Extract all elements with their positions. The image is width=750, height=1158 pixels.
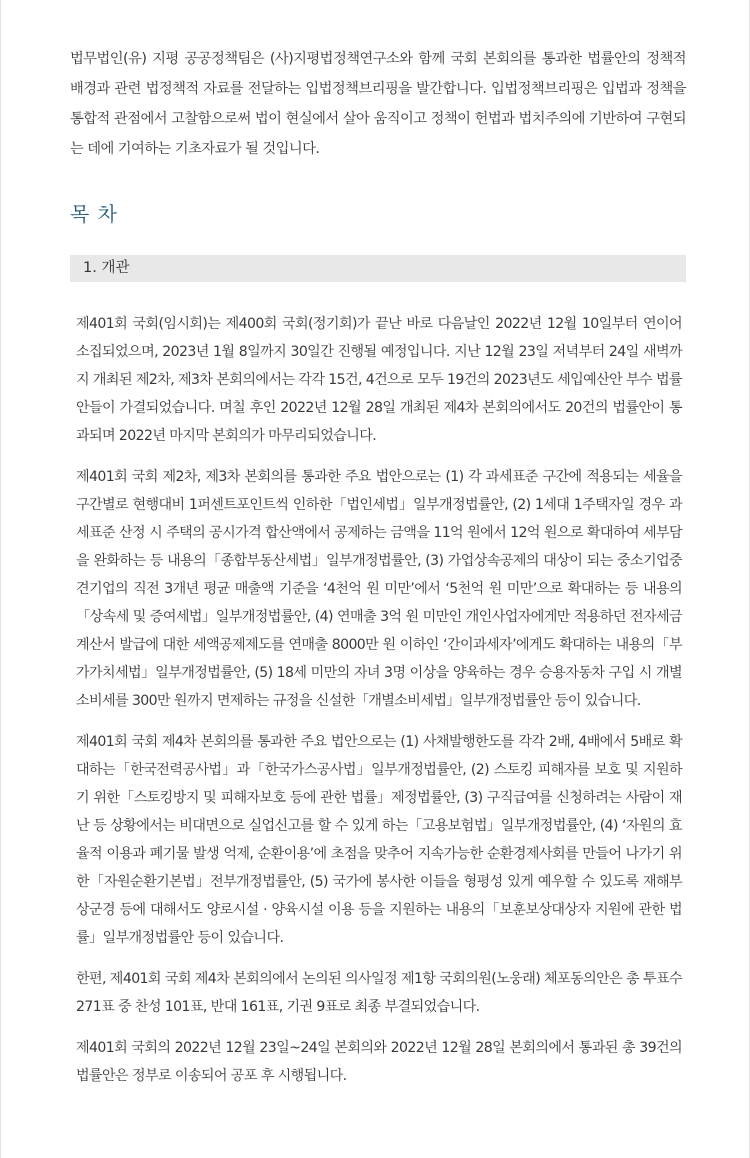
section-heading-overview: 1. 개관 (70, 255, 686, 282)
body-paragraph-4: 한편, 제401회 국회 제4차 본회의에서 논의된 의사일정 제1항 국회의원(노웅래) 체포동의안은 총 투표수 271표 중 찬성 101표, 반대 161표, 기권 9표로 최종 부결되었습니다. (76, 971, 682, 1015)
intro-paragraph: 법무법인(유) 지평 공공정책팀은 (사)지평법정책연구소와 함께 국회 본회의를 통과한 법률안의 정책적 배경과 관련 법정책적 자료를 전달하는 입법정책브리핑을 발간합니다. 입법정책브리핑은 입법과 정책을 통합적 관점에서 고찰함으로써 법이 현실에서 살아 움직이고 정책이 헌법과 법치주의에 기반하여 구현되는 데에 기여하는 기초자료가 될 것입니다. (70, 51, 686, 157)
toc-title: 목 차 (70, 202, 118, 226)
body-paragraph-2: 제401회 국회 제2차, 제3차 본회의를 통과한 주요 법안으로는 (1) 각 과세표준 구간에 적용되는 세율을 구간별로 현행대비 1퍼센트포인트씩 인하한「법인세법」일부개정법률안, (2) 1세대 1주택자일 경우 과세표준 산정 시 주택의 공시가격 합산액에서 공제하는 금액을 11억 원에서 12억 원으로 확대하여 세부담을 완화하는 등 내용의「종합부동산세법」일부개정법률안, (3) 가업상속공제의 대상이 되는 중소기업중견기업의 직전 3개년 평균 매출액 기준을 ‘4천억 원 미만’에서 ‘5천억 원 미만’으로 확대하는 등 내용의「상속세 및 증여세법」일부개정법률안, (4) 연매출 3억 원 미만인 개인사업자에게만 적용하던 전자세금계산서 발급에 대한 세액공제제도를 연매출 8000만 원 이하인 ‘간이과세자’에게도 확대하는 내용의「부가가치세법」일부개정법률안, (5) 18세 미만의 자녀 3명 이상을 양육하는 경우 승용자동차 구입 시 개별소비세를 300만 원까지 면제하는 규정을 신설한「개별소비세법」일부개정법률안 등이 있습니다. (76, 469, 682, 709)
body-paragraph-1: 제401회 국회(임시회)는 제400회 국회(정기회)가 끝난 바로 다음날인 2022년 12월 10일부터 연이어 소집되었으며, 2023년 1월 8일까지 30일간 진행될 예정입니다. 지난 12월 23일 저녁부터 24일 새벽까지 개최된 제2차, 제3차 본회의에서는 각각 15건, 4건으로 모두 19건의 2023년도 세입예산안 부수 법률안들이 가결되었습니다. 며칠 후인 2022년 12월 28일 개최된 제4차 본회의에서도 20건의 법률안이 통과되며 2022년 마지막 본회의가 마무리되었습니다. (76, 316, 682, 444)
body-paragraph-3: 제401회 국회 제4차 본회의를 통과한 주요 법안으로는 (1) 사채발행한도를 각각 2배, 4배에서 5배로 확대하는「한국전력공사법」과「한국가스공사법」일부개정법률안, (2) 스토킹 피해자를 보호 및 지원하기 위한「스토킹방지 및 피해자보호 등에 관한 법률」제정법률안, (3) 구직급여를 신청하려는 사람이 재난 등 상황에서는 비대면으로 실업신고를 할 수 있게 하는「고용보험법」일부개정법률안, (4) ‘자원의 효율적 이용과 폐기물 발생 억제, 순환이용’에 초점을 맞추어 지속가능한 순환경제사회를 만들어 나가기 위한「자원순환기본법」전부개정법률안, (5) 국가에 봉사한 이들을 형평성 있게 예우할 수 있도록 재해부상군경 등에 대해서도 양로시설 · 양육시설 이용 등을 지원하는 내용의「보훈보상대상자 지원에 관한 법률」일부개정법률안 등이 있습니다. (76, 734, 682, 946)
body-paragraph-5: 제401회 국회의 2022년 12월 23일~24일 본회의와 2022년 12월 28일 본회의에서 통과된 총 39건의 법률안은 정부로 이송되어 공포 후 시행됩니다. (76, 1040, 682, 1084)
body-text (76, 310, 682, 1103)
